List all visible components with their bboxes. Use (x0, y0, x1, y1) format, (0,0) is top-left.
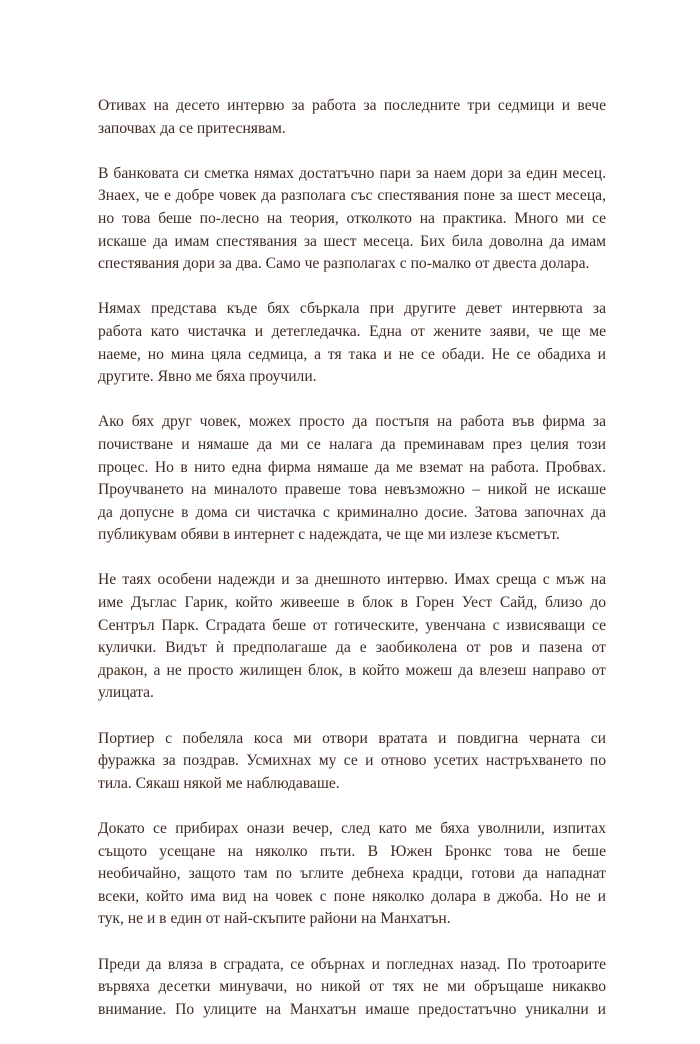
text-line: същото усещане на няколко пъти. В Южен Бронкс това не беше (98, 842, 606, 860)
text-line: другите. Явно ме бяха проучили. (98, 368, 317, 386)
text-line: име Дъглас Гарик, който живееше в блок в Горен Уест Сайд, близо до (98, 594, 606, 612)
text-line: искаше да имам спестявания за шест месеца. Бих била доволна да имам (98, 232, 606, 250)
text-line: внимание. По улиците на Манхатън имаше предостатъчно уникални и (98, 1000, 606, 1018)
text-line: публикувам обяви в интернет с надеждата, че ще ми излезе късметът. (98, 526, 560, 544)
paragraph (98, 163, 606, 276)
text-line: Проучването на миналото правеше това невъзможно – никой не искаше (98, 481, 606, 499)
text-line: Ако бях друг човек, можех просто да постъпя на работа във фирма за (98, 413, 606, 431)
text-line: всеки, който има вид на човек с поне няколко долара в джоба. Но не и (98, 887, 606, 905)
document-body (98, 95, 606, 1021)
text-line: Сентръл Парк. Сградата беше от готическите, увенчана с извисяващи се (98, 616, 606, 634)
paragraph (98, 728, 606, 796)
document-page (98, 95, 606, 1044)
text-line: да допусне в дома си чистачка с криминално досие. Затова започнах да (98, 503, 606, 521)
text-line: процес. Но в нито една фирма нямаше да ме вземат на работа. Пробвах. (98, 458, 606, 476)
text-line: кулички. Видът ѝ предполагаше да е заобиколена от ров и пазена от (98, 639, 606, 657)
text-line: наеме, но мина цяла седмица, а тя така и не се обади. Не се обадиха и (98, 345, 606, 363)
text-line: Портиер с побеляла коса ми отвори вратата и повдигна черната си (98, 729, 606, 747)
text-line: но това беше по-лесно на теория, отколкото на практика. Много ми се (98, 209, 606, 227)
text-line: необичайно, защото там по ъглите дебнеха крадци, готови да нападнат (98, 865, 606, 883)
text-line: тила. Сякаш някой ме наблюдаваше. (98, 774, 340, 792)
text-line: Докато се прибирах онази вечер, след като ме бяха уволнили, изпитах (98, 820, 606, 837)
text-line: почистване и нямаше да ми се налага да преминавам през целия този (98, 435, 606, 453)
text-line: спестявания дори за два. Само че разполагах с по-малко от двеста долара. (98, 255, 590, 273)
text-line: започвах да се притеснявам. (98, 119, 286, 137)
text-line: В банковата си сметка нямах достатъчно пари за наем дори за един месец. (98, 164, 606, 182)
text-line: улицата. (98, 684, 154, 702)
paragraph (98, 95, 606, 140)
text-line: Нямах представа къде бях сбъркала при другите девет интервюта за (98, 300, 606, 318)
text-line: Отивах на десето интервю за работа за последните три седмици и вече (98, 97, 606, 114)
paragraph (98, 411, 606, 547)
text-line: Преди да вляза в сградата, се обърнах и погледнах назад. По тротоарите (98, 955, 606, 973)
text-line: дракон, а не просто жилищен блок, в който можеш да влезеш направо от (98, 661, 606, 679)
text-line: работа като чистачка и детегледачка. Една от жените заяви, че ще ме (98, 322, 606, 340)
text-line: Знаех, че е добре човек да разполага със спестявания поне за шест месеца, (98, 187, 606, 205)
paragraph (98, 569, 606, 705)
text-line: фуражка за поздрав. Усмихнах му се и отново усетих настръхването по (98, 752, 606, 770)
paragraph (98, 954, 606, 1022)
text-line: Не таях особени надежди и за днешното интервю. Имах среща с мъж на (98, 571, 606, 589)
paragraph (98, 818, 606, 931)
text-line: вървяха десетки минувачи, но никой от тях не ми обръщаше никакво (98, 978, 606, 996)
text-line: тук, не и в един от най-скъпите райони на Манхатън. (98, 910, 451, 928)
paragraph (98, 298, 606, 388)
